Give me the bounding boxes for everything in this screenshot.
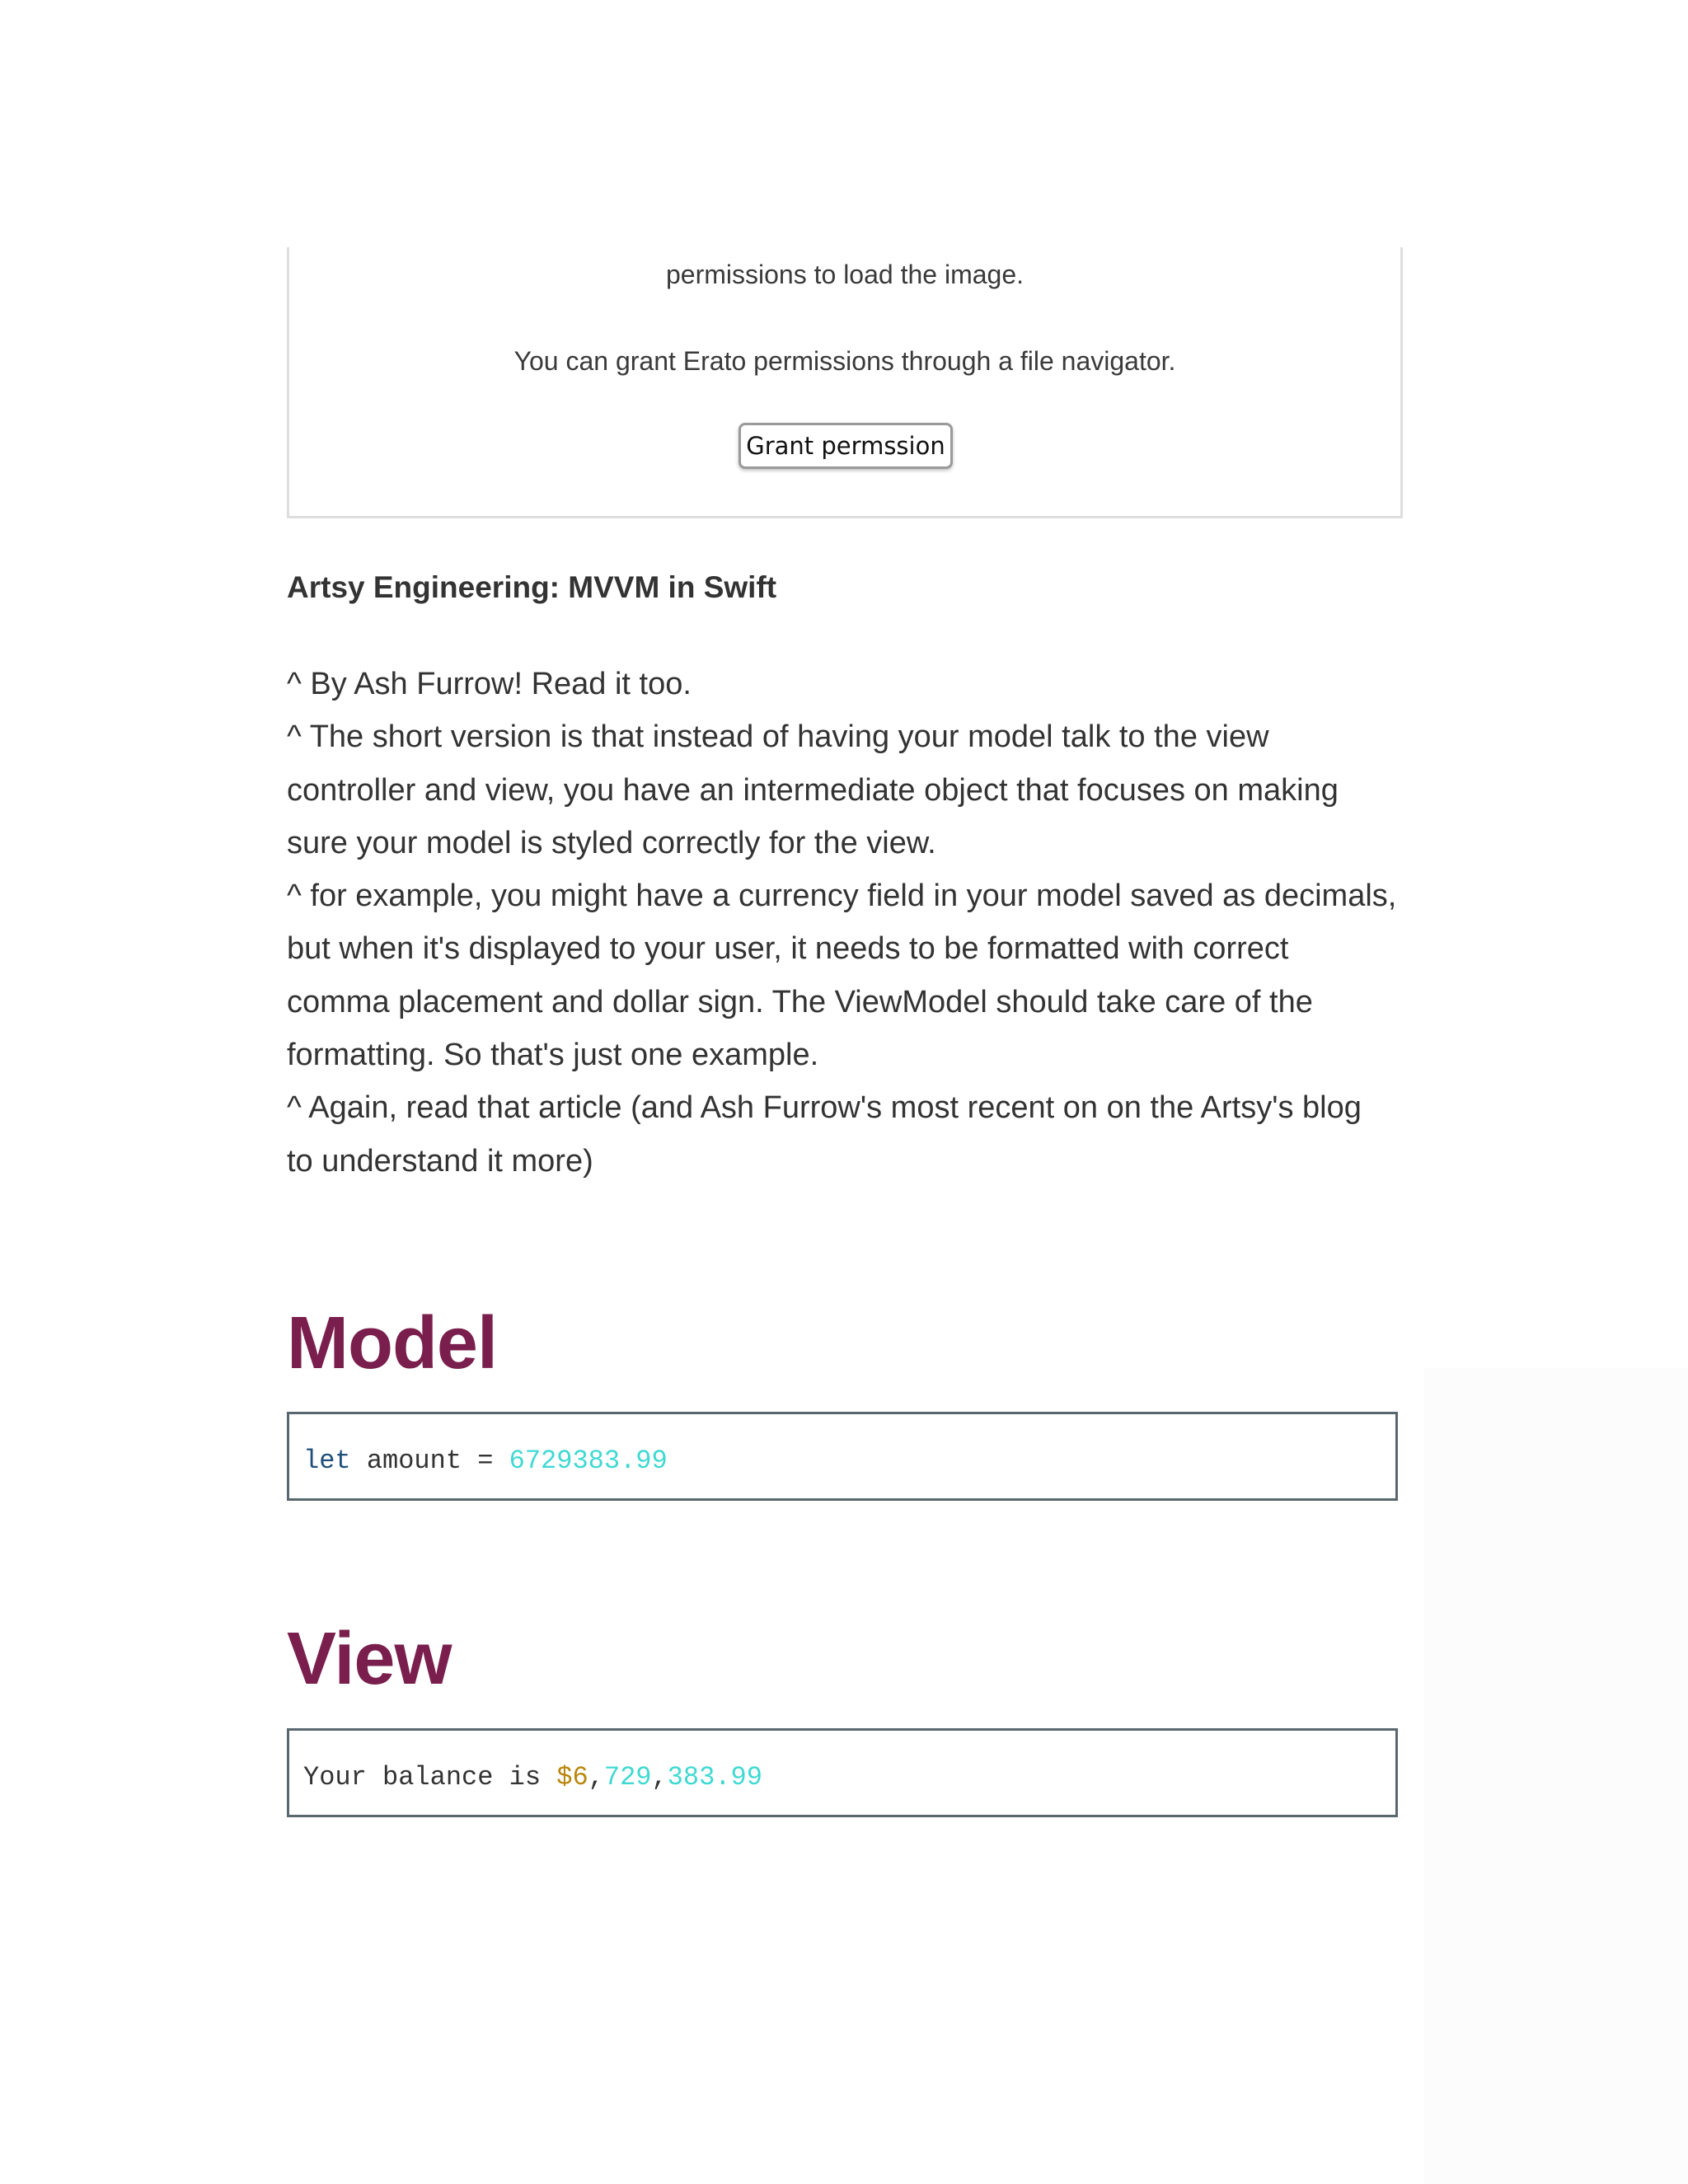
view-heading: View xyxy=(287,1618,452,1700)
code-number: 729 xyxy=(603,1762,652,1793)
image-permission-box xyxy=(287,247,1403,518)
note-line: but when it's displayed to your user, it needs to be formatted with correct xyxy=(287,931,1289,967)
note-line: ^ The short version is that instead of having your model talk to the view xyxy=(287,719,1269,755)
note-line: to understand it more) xyxy=(287,1143,593,1179)
model-heading: Model xyxy=(287,1302,497,1385)
view-code-block xyxy=(287,1728,1398,1817)
note-line: ^ By Ash Furrow! Read it too. xyxy=(287,667,692,701)
view-code-line xyxy=(303,1761,762,1794)
code-number: 6729383.99 xyxy=(509,1446,668,1476)
code-keyword: let xyxy=(303,1446,351,1476)
permission-hint: You can grant Erato permissions through a file navigator. xyxy=(513,346,1176,376)
code-number: 383.99 xyxy=(667,1762,762,1793)
note-line: ^ for example, you might have a currency field in your model saved as decimals, xyxy=(287,879,1397,914)
model-code-block xyxy=(287,1412,1398,1501)
note-line: formatting. So that's just one example. xyxy=(287,1038,819,1073)
model-code-line xyxy=(303,1445,668,1478)
grant-permission-button[interactable]: Grant permssion xyxy=(738,423,953,469)
code-currency: $6 xyxy=(556,1762,588,1793)
code-text: Your balance is xyxy=(303,1762,557,1793)
code-separator: , xyxy=(651,1762,668,1793)
page-shade xyxy=(1424,1368,1688,2184)
note-line: sure your model is styled correctly for the view. xyxy=(287,825,936,860)
article-title: Artsy Engineering: MVVM in Swift xyxy=(287,570,777,604)
permission-message: permissions to load the image. xyxy=(666,260,1024,289)
code-text: amount = xyxy=(350,1446,509,1476)
speaker-notes xyxy=(287,658,1401,1188)
note-line: ^ Again, read that article (and Ash Furrow's most recent on on the Artsy's blog xyxy=(287,1090,1362,1126)
note-line: comma placement and dollar sign. The ViewModel should take care of the xyxy=(287,984,1313,1019)
code-separator: , xyxy=(588,1762,604,1793)
note-line: controller and view, you have an intermediate object that focuses on making xyxy=(287,772,1339,808)
